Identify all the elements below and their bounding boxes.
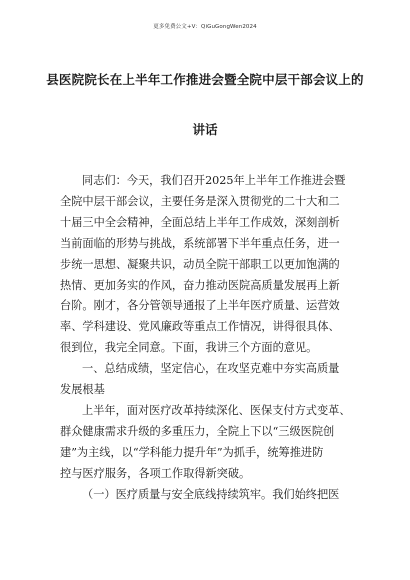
body-line: 率、学科建设、党风廉政等重点工作情况，讲得很具体、 xyxy=(60,320,340,334)
body-line: 很到位，我完全同意。下面，我讲三个方面的意见。 xyxy=(60,341,318,355)
section-heading-continued: 发展根基 xyxy=(60,383,105,397)
body-line: 热情、更加务实的作风，奋力推动医院高质量发展再上新 xyxy=(60,278,340,292)
body-line: 全院中层干部会议，主要任务是深入贯彻党的二十大和二 xyxy=(60,194,340,208)
body-line: 同志们：今天，我们召开2025年上半年工作推进会暨 xyxy=(82,174,346,187)
document-title-continued: 讲话 xyxy=(192,122,218,137)
body-line: 步统一思想、凝聚共识，动员全院干部职工以更加饱满的 xyxy=(60,257,340,271)
section-heading: 一、总结成绩，坚定信心，在攻坚克难中夯实高质量 xyxy=(82,362,340,376)
document-body xyxy=(60,171,350,506)
document-title: 县医院院长在上半年工作推进会暨全院中层干部会议上的 xyxy=(46,72,364,87)
body-line: 控与医疗服务，各项工作取得新突破。 xyxy=(60,466,251,480)
body-line: 建”为主线，以“学科能力提升年”为抓手，统筹推进防 xyxy=(60,445,324,459)
body-line: 十届三中全会精神，全面总结上半年工作成效，深刻剖析 xyxy=(60,215,340,229)
subsection-heading: （一）医疗质量与安全底线持续筑牢。我们始终把医 xyxy=(82,487,340,501)
body-line: 群众健康需求升级的多重压力，全院上下以“三级医院创 xyxy=(60,424,335,438)
body-line: 当前面临的形势与挑战，系统部署下半年重点任务，进一 xyxy=(60,236,340,250)
header-note: 更多免费公文+V：QiGuGongWen2024 xyxy=(153,24,257,30)
body-line: 上半年，面对医疗改革持续深化、医保支付方式变革、 xyxy=(82,403,351,417)
body-line: 台阶。刚才，各分管领导通报了上半年医疗质量、运营效 xyxy=(60,299,340,313)
